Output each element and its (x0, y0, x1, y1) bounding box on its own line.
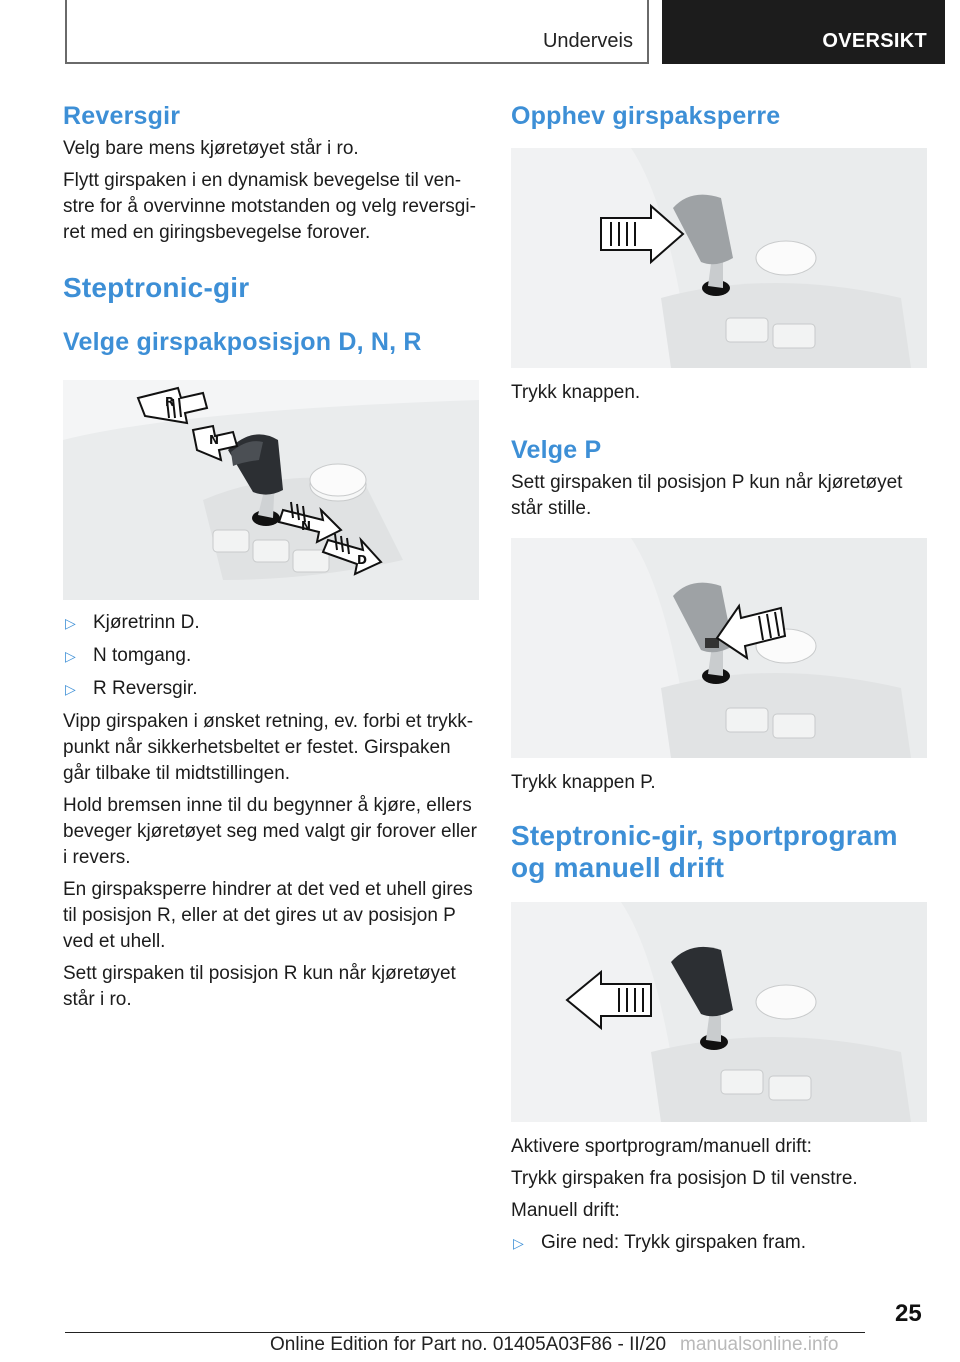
heading-steptronic: Steptronic-gir (63, 272, 250, 303)
paragraph-sperre: En girspaksperre hindrer at det ved et uhell gires til posisjon R, eller at det gires ut av posisjon P ved et uhell. (63, 879, 473, 952)
paragraph-velge-p: Sett girspaken til posisjon P kun når kjøretøyet står stille. (511, 472, 903, 519)
footer-edition-text: Online Edition for Part no. 01405A03F86 - II/20 (270, 1334, 667, 1355)
figure-p-button (511, 538, 927, 758)
caption-trykk-knappen: Trykk knappen. (511, 382, 641, 403)
heading-velge-girspakposisjon: Velge girspakposisjon D, N, R (63, 328, 422, 356)
paragraph-reversgir-2: Flytt girspaken i en dynamisk bevegelse til ven-stre for å overvinne motstanden og velg reversgi-ret med en giringsbevegelse forover. (63, 170, 476, 243)
paragraph-manuell: Manuell drift: (511, 1200, 620, 1221)
paragraph-hold: Hold bremsen inne til du begynner å kjøre, ellers beveger kjøretøyet seg med valgt gir forover eller i revers. (63, 795, 477, 868)
paragraph-trykk-girspaken: Trykk girspaken fra posisjon D til venstre. (511, 1168, 858, 1189)
figure-gear-shift-dnr (63, 380, 479, 600)
triangle-right-outline-icon: ▷ (65, 615, 76, 631)
bullet-list-gears (63, 610, 481, 702)
header-tab-label[interactable]: OVERSIKT (822, 30, 927, 52)
right-column (511, 100, 929, 1263)
gear-shift-dnr-illustration (63, 380, 479, 600)
heading-sportprogram: Steptronic-gir, sportprogram og manuell drift (511, 820, 898, 883)
paragraph-reversgir-1: Velg bare mens kjøretøyet står i ro. (63, 138, 359, 159)
bullet-list-manual (511, 1230, 929, 1256)
caption-trykk-knappen-p: Trykk knappen P. (511, 772, 656, 793)
gear-label-n-bottom: N (301, 519, 312, 533)
footer-watermark: manualsonline.info (680, 1334, 839, 1355)
sport-mode-illustration (511, 902, 927, 1122)
header-tab-oversikt[interactable] (662, 0, 945, 64)
footer-divider (65, 1332, 865, 1333)
heading-reversgir: Reversgir (63, 102, 181, 130)
gear-label-r: R (165, 395, 175, 409)
list-item: ▷ N tomgang. (63, 643, 481, 669)
unlock-button-illustration (511, 148, 927, 368)
header-section-label[interactable]: Underveis (542, 30, 633, 52)
list-item: ▷ Kjøretrinn D. (63, 610, 481, 636)
p-button-illustration (511, 538, 927, 758)
paragraph-sett: Sett girspaken til posisjon R kun når kjøretøyet står i ro. (63, 963, 456, 1010)
paragraph-vipp: Vipp girspaken i ønsket retning, ev. forbi et trykk-punkt når sikkerhetsbeltet er festet. Girspaken går tilbake til midtstillingen. (63, 711, 474, 784)
heading-opphev: Opphev girspaksperre (511, 102, 781, 130)
heading-velge-p: Velge P (511, 436, 602, 464)
figure-sport-mode (511, 902, 927, 1122)
triangle-right-outline-icon: ▷ (65, 648, 76, 664)
figure-unlock-button (511, 148, 927, 368)
page-number: 25 (895, 1300, 922, 1327)
triangle-right-outline-icon: ▷ (65, 681, 76, 697)
left-column (63, 100, 481, 1013)
triangle-right-outline-icon: ▷ (513, 1235, 524, 1251)
list-item: ▷ Gire ned: Trykk girspaken fram. (511, 1230, 929, 1256)
paragraph-aktivere: Aktivere sportprogram/manuell drift: (511, 1136, 812, 1157)
gear-label-n-top: N (209, 433, 220, 447)
gear-label-d: D (357, 553, 367, 567)
header-section-box (65, 0, 649, 64)
list-item: ▷ R Reversgir. (63, 676, 481, 702)
